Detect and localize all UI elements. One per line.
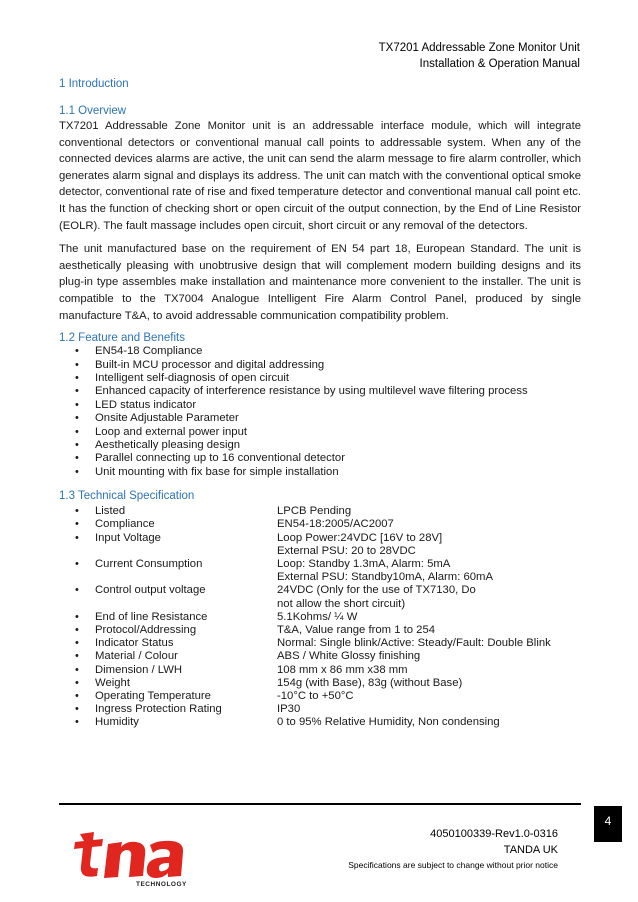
header-title: TX7201 Addressable Zone Monitor Unit [378, 42, 580, 54]
spec-value-line: External PSU: Standby10mA, Alarm: 60mA [277, 571, 493, 584]
spec-label: • Current Consumption [95, 558, 203, 570]
spec-row [59, 518, 581, 531]
spec-label: • Operating Temperature [95, 690, 211, 703]
feature-item: • Loop and external power input [59, 426, 581, 439]
overview-paragraph-1: TX7201 Addressable Zone Monitor unit is an addressable interface module, which will integrate conventional detectors or conventional manual call points to addressable system. When any of the connected devices alarms are active, the unit can send the alarm message to fire alarm controller, which generates alarm signal and displays its address. The unit can match with the conventional optical smoke detector, conventional rate of rise and fixed temperature detector and conventional manual call point etc. It has the function of checking short or open circuit of the output connection, by the End of Line Resistor (EOLR). The fault massage includes open circuit, short circuit or any removal of the detectors. [59, 120, 581, 232]
spec-value-line: not allow the short circuit) [277, 597, 406, 610]
spec-value-line: IP30 [277, 703, 301, 716]
spec-value-line: T&A, Value range from 1 to 254 [277, 624, 436, 637]
spec-value-line: 24VDC (Only for the use of TX7130, Do [277, 584, 476, 597]
spec-value [277, 505, 581, 518]
section-heading-introduction: 1 Introduction [59, 78, 129, 90]
spec-label: • Material / Colour [95, 650, 178, 663]
spec-value-line: 154g (with Base), 83g (without Base) [277, 676, 463, 689]
feature-item: • Parallel connecting up to 16 conventional detector [59, 452, 581, 465]
spec-value [277, 532, 581, 558]
tna-logo-subtitle: TECHNOLOGY [136, 881, 187, 888]
page-header [379, 40, 580, 72]
company-name: TANDA UK [503, 844, 558, 856]
spec-value-line: Loop: Standby 1.3mA, Alarm: 5mA [277, 558, 451, 570]
spec-label: • Indicator Status [95, 637, 174, 650]
spec-label: • Humidity [95, 716, 139, 729]
feature-item: • Enhanced capacity of interference resistance by using multilevel wave filtering process [59, 385, 581, 398]
spec-label: • Protocol/Addressing [95, 624, 197, 637]
spec-label: • Compliance [95, 518, 155, 531]
footer-note: Specifications are subject to change without prior notice [348, 860, 558, 870]
spec-value [277, 518, 581, 531]
spec-value-line: EN54-18:2005/AC2007 [277, 518, 394, 531]
spec-value [277, 690, 581, 703]
spec-row [59, 505, 581, 518]
spec-label: • Listed [95, 505, 126, 518]
spec-label: • Weight [95, 676, 130, 689]
footer-divider [59, 803, 581, 805]
spec-value-line: ABS / White Glossy finishing [277, 650, 421, 663]
spec-row [59, 716, 581, 729]
footer-info [348, 826, 558, 872]
spec-value [277, 624, 581, 637]
spec-label: • End of line Resistance [95, 610, 208, 623]
spec-row [59, 532, 581, 558]
overview-paragraph-2: The unit manufactured base on the requirement of EN 54 part 18, European Standard. The unit is aesthetically pleasing with unobtrusive design that will complement modern building designs and its plug-in type assembles make installation and maintenance more convenient to the installer. The unit is compatible to the TX7004 Analogue Intelligent Fire Alarm Control Panel, produced by single manufacture T&A, to avoid addressable communication compatibility problem. [59, 243, 581, 322]
spec-table [59, 505, 581, 729]
spec-row [59, 584, 581, 610]
spec-label: • Dimension / LWH [95, 663, 183, 676]
doc-number: 4050100339-Rev1.0-0316 [430, 828, 558, 840]
spec-value [277, 716, 581, 729]
spec-value [277, 611, 581, 624]
spec-value-line: 5.1Kohms/ ¼ W [277, 610, 358, 623]
spec-value [277, 677, 581, 690]
spec-label: • Ingress Protection Rating [95, 703, 222, 716]
spec-value [277, 664, 581, 677]
feature-list [59, 345, 581, 479]
tna-logo-mark [74, 832, 183, 878]
feature-item: • Aesthetically pleasing design [59, 439, 581, 452]
feature-item: • Built-in MCU processor and digital addressing [59, 359, 581, 372]
section-heading-features: 1.2 Feature and Benefits [59, 332, 185, 345]
spec-value-line: -10°C to +50°C [277, 690, 354, 703]
page-number: 4 [594, 806, 622, 842]
spec-value-line: 108 mm x 86 mm x38 mm [277, 663, 408, 676]
spec-row [59, 611, 581, 624]
spec-row [59, 558, 581, 584]
tna-logo [70, 826, 200, 890]
spec-row [59, 703, 581, 716]
feature-item: • Unit mounting with fix base for simple installation [59, 466, 581, 479]
spec-label: • Control output voltage [95, 584, 206, 597]
spec-value [277, 650, 581, 663]
spec-row [59, 624, 581, 637]
feature-item: • EN54-18 Compliance [59, 345, 581, 358]
feature-item: • LED status indicator [59, 399, 581, 412]
spec-value [277, 558, 581, 584]
spec-row [59, 664, 581, 677]
spec-value [277, 584, 581, 610]
section-heading-overview: 1.1 Overview [59, 105, 127, 117]
spec-value-line: Loop Power:24VDC [16V to 28V] [277, 531, 443, 544]
spec-value [277, 637, 581, 650]
spec-row [59, 677, 581, 690]
spec-row [59, 650, 581, 663]
spec-value-line: 0 to 95% Relative Humidity, Non condensing [277, 716, 500, 729]
page-content [59, 78, 581, 730]
spec-value [277, 703, 581, 716]
header-subtitle: Installation & Operation Manual [419, 58, 580, 70]
feature-item: • Onsite Adjustable Parameter [59, 412, 581, 425]
spec-value-line: Normal: Single blink/Active: Steady/Fault: Double Blink [277, 637, 551, 650]
feature-item: • Intelligent self-diagnosis of open circuit [59, 372, 581, 385]
spec-value-line: External PSU: 20 to 28VDC [277, 544, 416, 557]
spec-row [59, 637, 581, 650]
spec-label: • Input Voltage [95, 531, 161, 544]
section-heading-technical-specification: 1.3 Technical Specification [59, 490, 195, 503]
spec-value-line: LPCB Pending [277, 505, 352, 518]
spec-row [59, 690, 581, 703]
